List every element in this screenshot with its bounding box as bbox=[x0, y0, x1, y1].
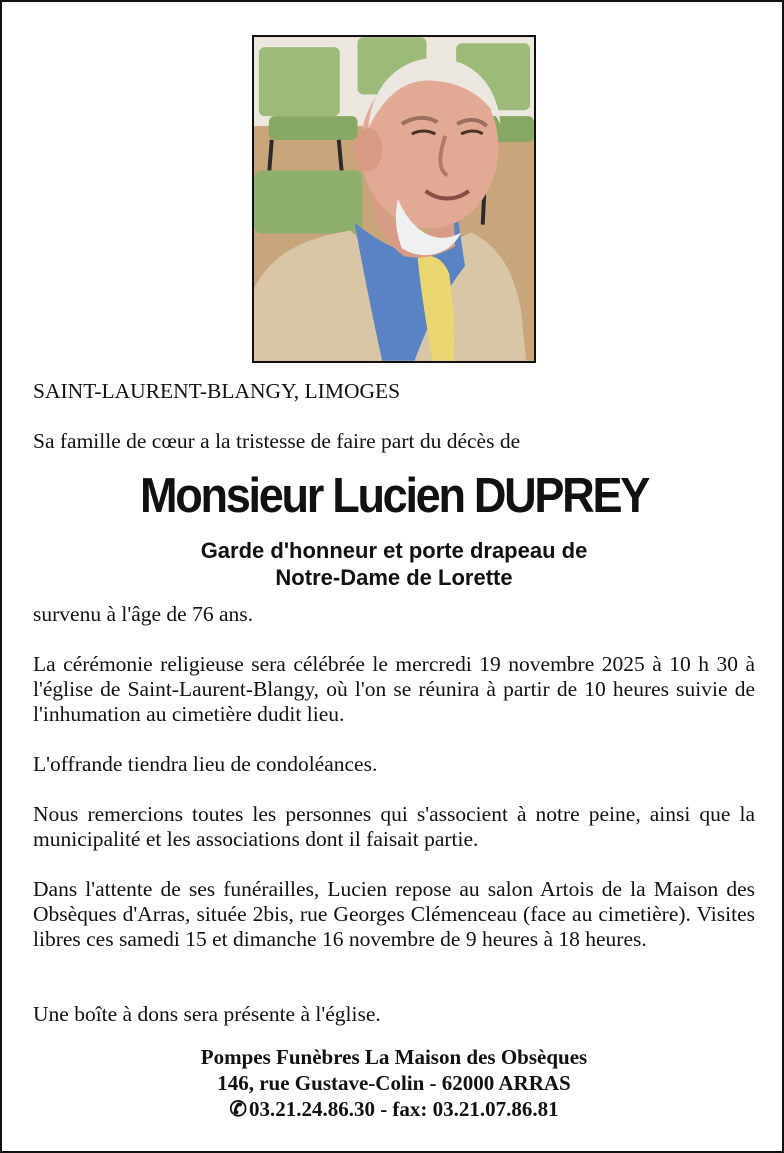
chair-lower-left bbox=[254, 170, 362, 233]
age-at-death: survenu à l'âge de 76 ans. bbox=[33, 602, 253, 626]
phone-icon: ✆ bbox=[229, 1097, 247, 1121]
offering-note: L'offrande tiendra lieu de condoléances. bbox=[33, 752, 378, 776]
donation-box-note: Une boîte à dons sera présente à l'église. bbox=[33, 1002, 381, 1026]
portrait-image bbox=[254, 37, 534, 361]
ear bbox=[355, 128, 383, 171]
funeral-home-phone-row bbox=[2, 1096, 784, 1122]
honor-title-line-2: Notre-Dame de Lorette bbox=[275, 565, 513, 590]
location-line: SAINT-LAURENT-BLANGY, LIMOGES bbox=[33, 379, 401, 403]
thanks-message: Nous remercions toutes les personnes qui s'associent à notre peine, ainsi que la municipalité et les associations dont il faisait partie. bbox=[33, 802, 755, 851]
announcement-intro: Sa famille de cœur a la tristesse de faire part du décès de bbox=[33, 429, 521, 453]
deceased-name: Monsieur Lucien DUPREY bbox=[140, 469, 648, 523]
chair-left-back bbox=[259, 47, 340, 116]
wake-and-visits: Dans l'attente de ses funérailles, Lucien repose au salon Artois de la Maison des Obsèques d'Arras, située 2bis, rue Georges Clémenceau (face au cimetière). Visites libres ces samedi 15 et dimanche 16 novembre de 9 heures à 18 heures. bbox=[33, 877, 755, 951]
funeral-home-name: Pompes Funèbres La Maison des Obsèques bbox=[200, 1045, 588, 1069]
honor-title-line-1: Garde d'honneur et porte drapeau de bbox=[200, 538, 588, 563]
deceased-portrait bbox=[252, 35, 536, 363]
ceremony-details: La cérémonie religieuse sera célébrée le mercredi 19 novembre 2025 à 10 h 30 à l'église de Saint-Laurent-Blangy, où l'on se réunira à partir de 10 heures suivie de l'inhumation au cimetière dudit lieu. bbox=[33, 652, 755, 726]
funeral-home-contact bbox=[2, 1044, 784, 1122]
chair-left-seat bbox=[269, 116, 358, 140]
funeral-home-phone-line: 03.21.24.86.30 - fax: 03.21.07.86.81 bbox=[248, 1097, 559, 1121]
funeral-home-address: 146, rue Gustave-Colin - 62000 ARRAS bbox=[217, 1071, 571, 1095]
